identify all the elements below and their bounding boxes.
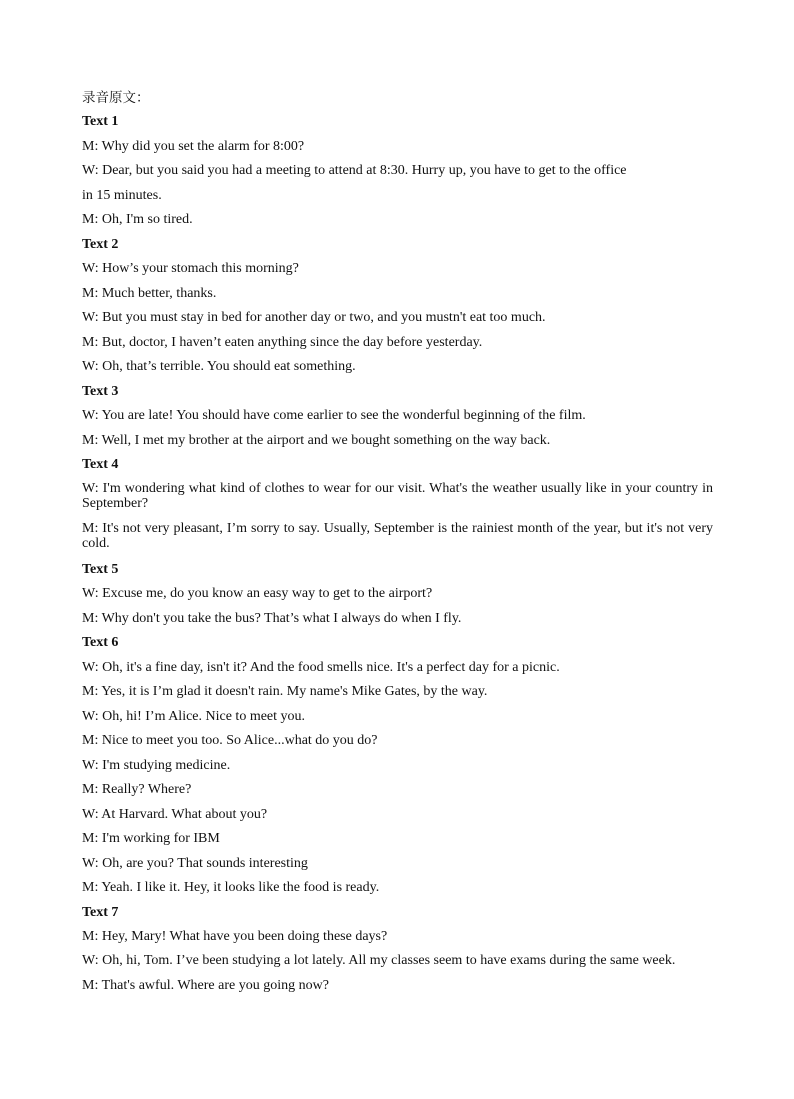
dialogue-line: W: Dear, but you said you had a meeting to attend at 8:30. Hurry up, you have to get to the office bbox=[82, 163, 627, 178]
dialogue-line: M: That's awful. Where are you going now? bbox=[82, 978, 329, 993]
dialogue-line: W: I'm studying medicine. bbox=[82, 757, 231, 773]
text-3-heading: Text 3 bbox=[82, 383, 119, 399]
dialogue-line: W: You are late! You should have come earlier to see the wonderful beginning of the film. bbox=[82, 408, 586, 423]
dialogue-line: M: Yes, it is I’m glad it doesn't rain. My name's Mike Gates, by the way. bbox=[82, 684, 488, 699]
dialogue-line: W: At Harvard. What about you? bbox=[82, 806, 268, 822]
dialogue-line: M: Hey, Mary! What have you been doing these days? bbox=[82, 929, 388, 944]
text-1-heading: Text 1 bbox=[82, 114, 119, 129]
dialogue-line: W: Oh, are you? That sounds interesting bbox=[82, 855, 308, 871]
text-6-heading: Text 6 bbox=[82, 635, 119, 650]
text-5-heading: Text 5 bbox=[82, 561, 119, 577]
dialogue-line: W: Oh, it's a fine day, isn't it? And the food smells nice. It's a perfect day for a picnic. bbox=[82, 659, 560, 675]
dialogue-line: in 15 minutes. bbox=[82, 187, 162, 203]
dialogue-line: W: How’s your stomach this morning? bbox=[82, 261, 299, 276]
transcript-page bbox=[82, 89, 713, 1002]
dialogue-line: M: Nice to meet you too. So Alice...what do you do? bbox=[82, 733, 378, 748]
dialogue-line: M: It's not very pleasant, I’m sorry to say. Usually, September is the rainiest month of the year, but it's not very cold. bbox=[82, 520, 713, 551]
dialogue-line: M: Why did you set the alarm for 8:00? bbox=[82, 138, 305, 154]
dialogue-line: M: Well, I met my brother at the airport and we bought something on the way back. bbox=[82, 432, 551, 448]
dialogue-line: W: I'm wondering what kind of clothes to wear for our visit. What's the weather usually like in your country in September? bbox=[82, 480, 713, 511]
dialogue-line: M: Oh, I'm so tired. bbox=[82, 212, 193, 227]
text-4-heading: Text 4 bbox=[82, 457, 119, 472]
text-7-heading: Text 7 bbox=[82, 904, 119, 920]
dialogue-line: W: Oh, that’s terrible. You should eat something. bbox=[82, 359, 356, 374]
dialogue-line: W: But you must stay in bed for another day or two, and you mustn't eat too much. bbox=[82, 310, 546, 325]
dialogue-line: M: Why don't you take the bus? That’s what I always do when I fly. bbox=[82, 610, 462, 626]
dialogue-line: W: Oh, hi! I’m Alice. Nice to meet you. bbox=[82, 708, 306, 724]
dialogue-line: M: But, doctor, I haven’t eaten anything since the day before yesterday. bbox=[82, 334, 483, 350]
text-2-heading: Text 2 bbox=[82, 236, 119, 252]
dialogue-line: M: Yeah. I like it. Hey, it looks like the food is ready. bbox=[82, 880, 380, 895]
page-title: 录音原文： bbox=[82, 90, 150, 106]
dialogue-line: M: Really? Where? bbox=[82, 782, 192, 797]
dialogue-line: W: Excuse me, do you know an easy way to get to the airport? bbox=[82, 586, 433, 601]
dialogue-line: W: Oh, hi, Tom. I’ve been studying a lot lately. All my classes seem to have exams during the same week. bbox=[82, 952, 676, 968]
dialogue-line: M: Much better, thanks. bbox=[82, 285, 217, 301]
dialogue-line: M: I'm working for IBM bbox=[82, 831, 220, 846]
